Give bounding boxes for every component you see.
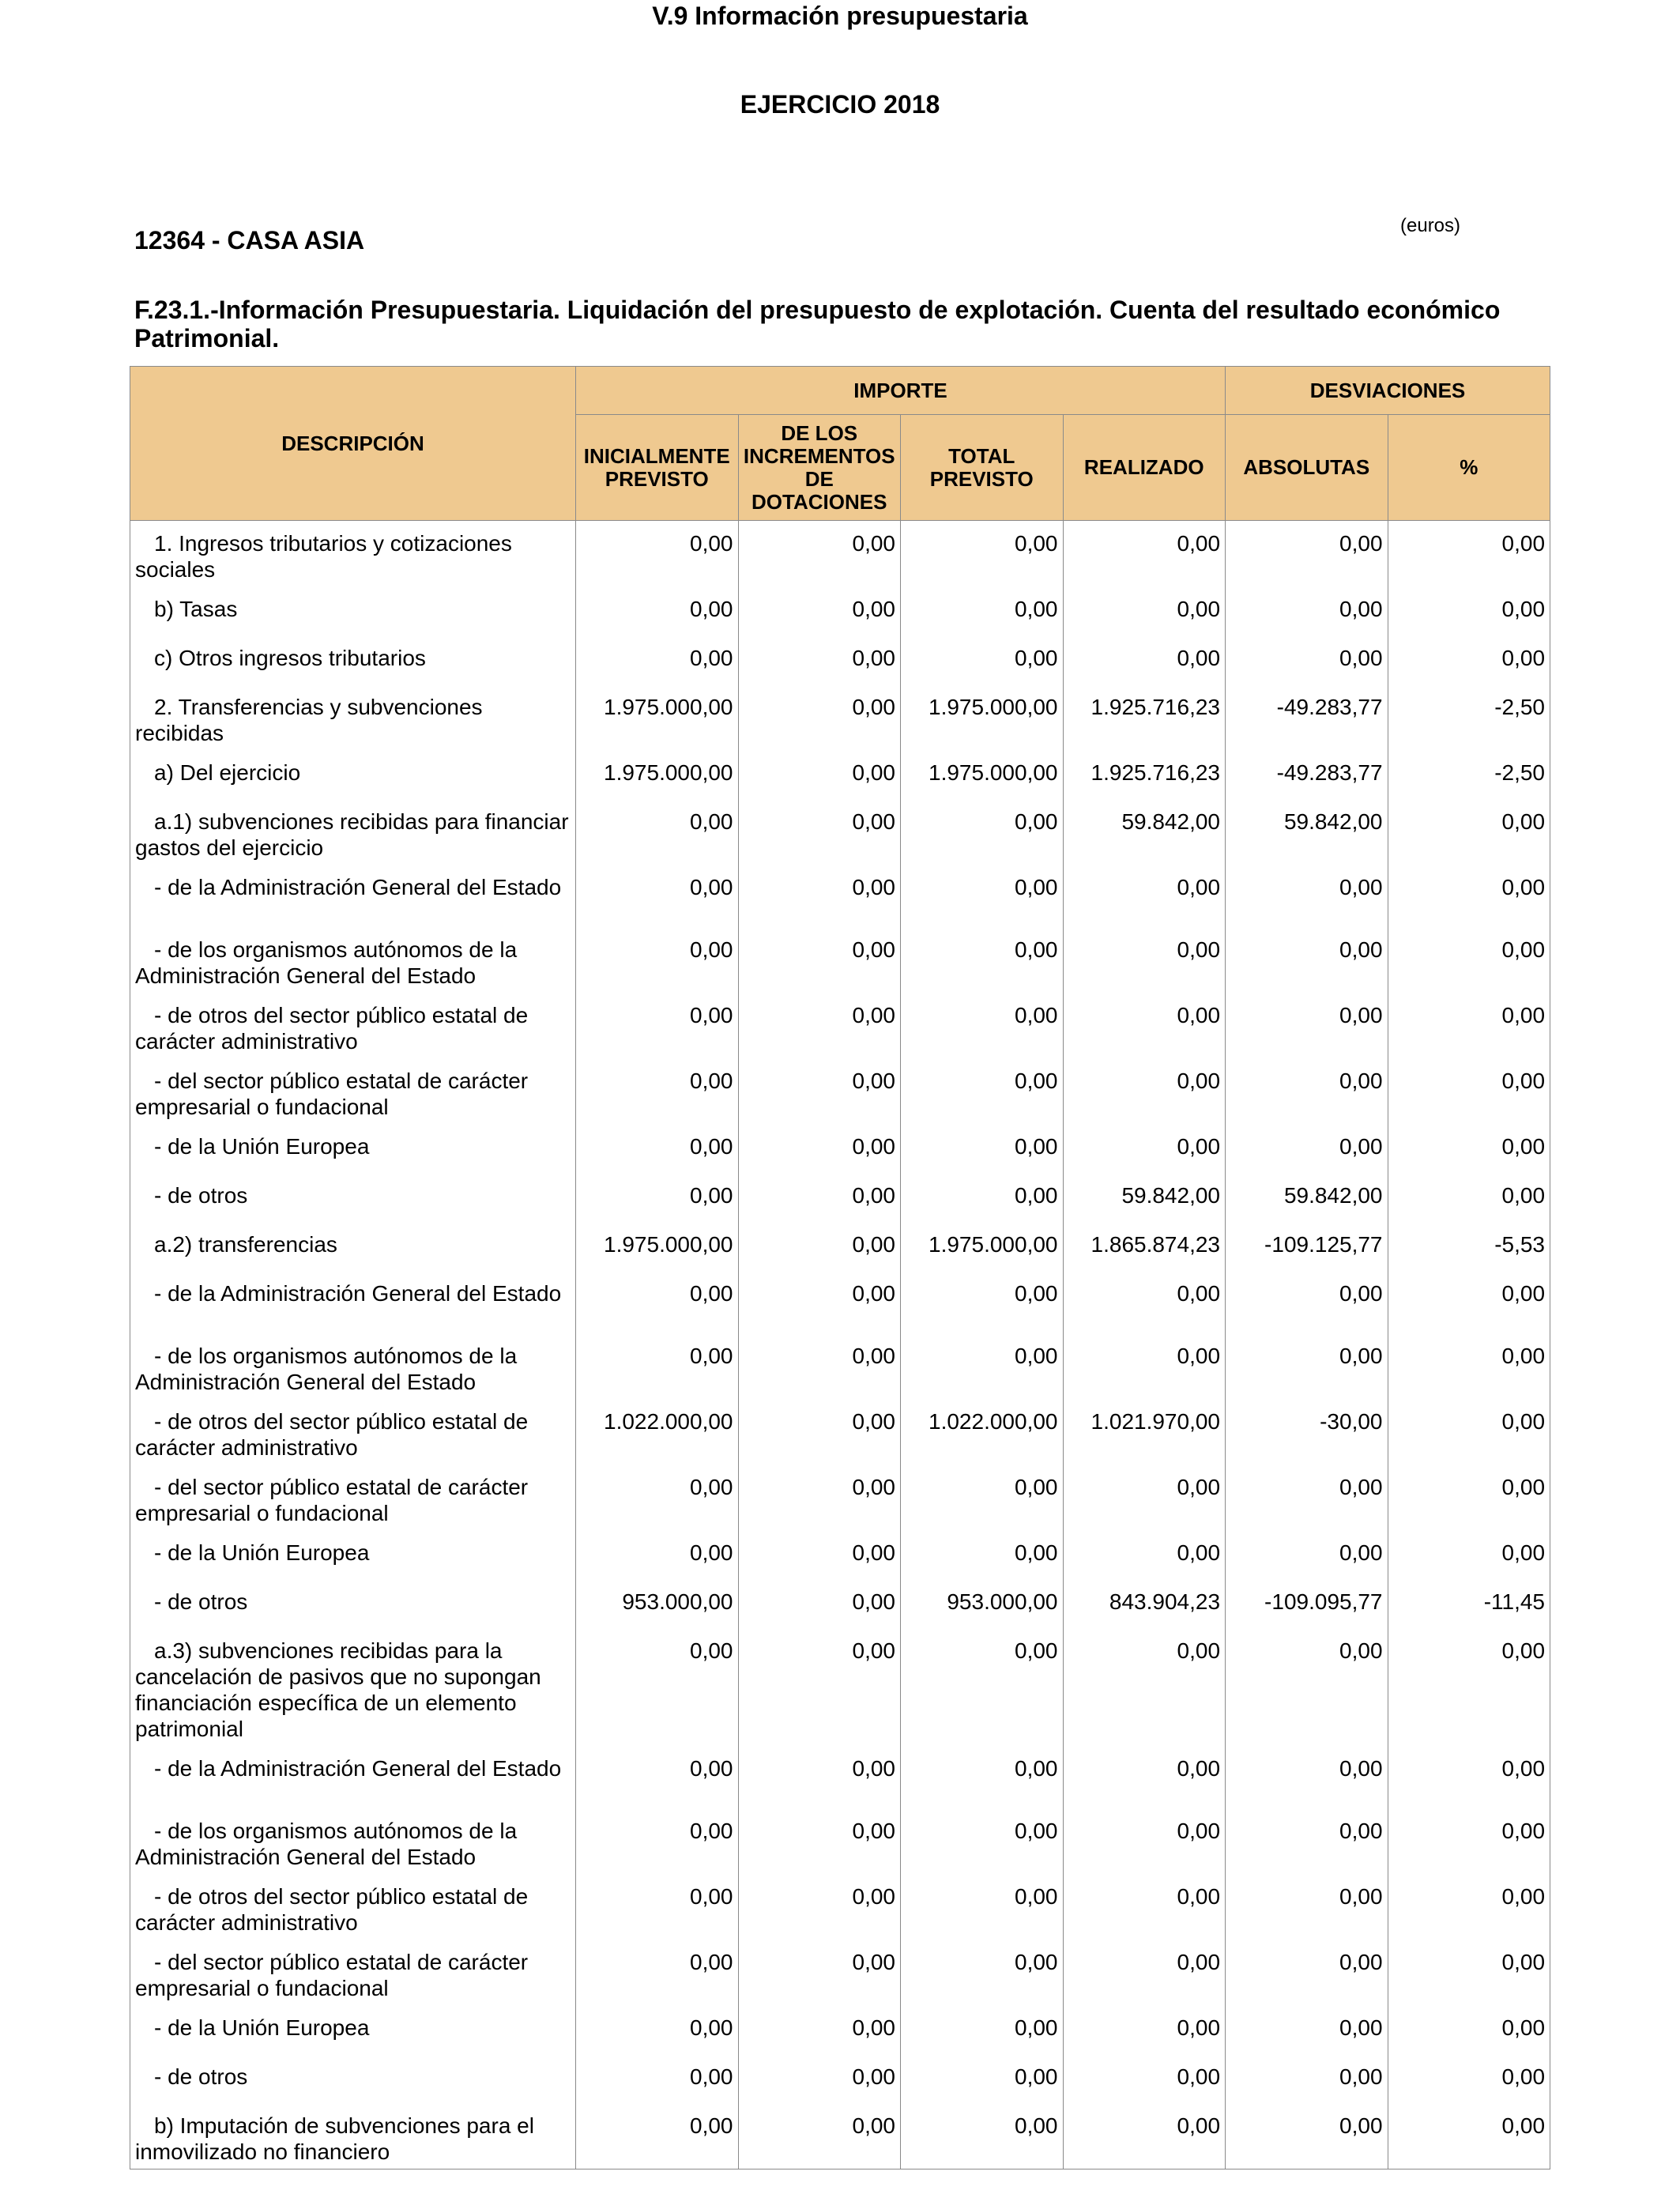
row-description-continuation: Administración General del Estado — [135, 1370, 477, 1394]
cell-incrementos: 0,00 — [738, 1222, 901, 1271]
row-description-continuation: empresarial o fundacional — [135, 1095, 389, 1119]
cell-total-previsto: 1.022.000,00 — [901, 1399, 1064, 1465]
cell-absolutas: 0,00 — [1226, 865, 1388, 927]
row-description-lead: 1. Ingresos tributarios y cotizaciones — [154, 531, 512, 556]
cell-porcentaje: 0,00 — [1388, 2054, 1550, 2103]
cell-incrementos: 0,00 — [738, 1333, 901, 1399]
table-row — [130, 1808, 1550, 1874]
cell-realizado: 0,00 — [1063, 1333, 1226, 1399]
table-row — [130, 2103, 1550, 2169]
cell-absolutas: -49.283,77 — [1226, 750, 1388, 799]
table-row — [130, 993, 1550, 1058]
cell-realizado: 0,00 — [1063, 635, 1226, 684]
cell-incrementos: 0,00 — [738, 1530, 901, 1579]
cell-inicialmente-previsto: 953.000,00 — [576, 1579, 739, 1628]
row-description — [130, 1530, 576, 1579]
cell-realizado: 0,00 — [1063, 1058, 1226, 1124]
row-description-continuation: empresarial o fundacional — [135, 1501, 389, 1525]
cell-porcentaje: -2,50 — [1388, 750, 1550, 799]
cell-inicialmente-previsto: 0,00 — [576, 1530, 739, 1579]
cell-incrementos: 0,00 — [738, 1808, 901, 1874]
row-description-lead: 2. Transferencias y subvenciones — [154, 695, 483, 719]
cell-porcentaje: 0,00 — [1388, 1173, 1550, 1222]
table-row — [130, 1628, 1550, 1746]
cell-porcentaje: 0,00 — [1388, 1124, 1550, 1173]
row-description-continuation: empresarial o fundacional — [135, 1976, 389, 2000]
row-description — [130, 750, 576, 799]
cell-porcentaje: 0,00 — [1388, 927, 1550, 993]
cell-realizado: 1.925.716,23 — [1063, 684, 1226, 750]
cell-realizado: 0,00 — [1063, 1808, 1226, 1874]
table-row — [130, 1124, 1550, 1173]
cell-inicialmente-previsto: 1.022.000,00 — [576, 1399, 739, 1465]
row-description — [130, 1124, 576, 1173]
table-row — [130, 1333, 1550, 1399]
row-description-lead: a.3) subvenciones recibidas para la — [154, 1638, 503, 1663]
cell-inicialmente-previsto: 0,00 — [576, 1271, 739, 1333]
cell-inicialmente-previsto: 0,00 — [576, 1465, 739, 1530]
table-row — [130, 635, 1550, 684]
row-description-lead: - de otros del sector público estatal de — [154, 1884, 529, 1909]
cell-absolutas: 0,00 — [1226, 927, 1388, 993]
row-description-continuation: Administración General del Estado — [135, 1845, 477, 1869]
table-row — [130, 1173, 1550, 1222]
cell-absolutas: 0,00 — [1226, 2054, 1388, 2103]
row-description-lead: - de otros — [154, 1183, 248, 1208]
cell-realizado: 0,00 — [1063, 1746, 1226, 1808]
cell-total-previsto: 1.975.000,00 — [901, 750, 1064, 799]
row-description-lead: - de la Administración General del — [154, 875, 487, 899]
cell-incrementos: 0,00 — [738, 1874, 901, 1940]
row-description-lead: b) Imputación de subvenciones para el — [154, 2113, 534, 2138]
table-row — [130, 1399, 1550, 1465]
header-incrementos-dotaciones: DE LOS INCREMENTOS DE DOTACIONES — [738, 415, 901, 521]
cell-incrementos: 0,00 — [738, 750, 901, 799]
row-description-continuation: Estado — [492, 875, 562, 899]
cell-total-previsto: 0,00 — [901, 586, 1064, 635]
row-description — [130, 2054, 576, 2103]
row-description-lead: c) Otros ingresos tributarios — [154, 646, 426, 670]
row-description-lead: - de la Administración General del — [154, 1281, 487, 1306]
row-description — [130, 1940, 576, 2005]
cell-realizado: 0,00 — [1063, 1271, 1226, 1333]
row-description — [130, 1874, 576, 1940]
cell-inicialmente-previsto: 0,00 — [576, 927, 739, 993]
cell-total-previsto: 0,00 — [901, 1173, 1064, 1222]
cell-realizado: 0,00 — [1063, 586, 1226, 635]
table-row — [130, 1058, 1550, 1124]
table-row — [130, 1579, 1550, 1628]
cell-inicialmente-previsto: 0,00 — [576, 993, 739, 1058]
cell-realizado: 0,00 — [1063, 1530, 1226, 1579]
row-description-lead: - de la Unión Europea — [154, 1540, 370, 1565]
cell-total-previsto: 0,00 — [901, 1940, 1064, 2005]
row-description — [130, 1222, 576, 1271]
cell-inicialmente-previsto: 0,00 — [576, 2005, 739, 2054]
cell-realizado: 843.904,23 — [1063, 1579, 1226, 1628]
row-description-lead: - de otros del sector público estatal de — [154, 1409, 529, 1434]
cell-absolutas: 0,00 — [1226, 586, 1388, 635]
currency-units: (euros) — [1400, 215, 1461, 236]
row-description — [130, 2103, 576, 2169]
cell-total-previsto: 0,00 — [901, 2054, 1064, 2103]
cell-realizado: 0,00 — [1063, 2054, 1226, 2103]
row-description — [130, 635, 576, 684]
cell-inicialmente-previsto: 0,00 — [576, 1940, 739, 2005]
row-description — [130, 1058, 576, 1124]
cell-realizado: 1.865.874,23 — [1063, 1222, 1226, 1271]
cell-porcentaje: 0,00 — [1388, 1465, 1550, 1530]
cell-porcentaje: 0,00 — [1388, 1058, 1550, 1124]
cell-total-previsto: 0,00 — [901, 1058, 1064, 1124]
row-description-lead: - del sector público estatal de carácter — [154, 1475, 529, 1499]
cell-incrementos: 0,00 — [738, 799, 901, 865]
header-total-previsto: TOTAL PREVISTO — [901, 415, 1064, 521]
row-description-continuation: Administración General del Estado — [135, 963, 477, 988]
table-row — [130, 1222, 1550, 1271]
row-description-lead: a) Del ejercicio — [154, 760, 301, 785]
cell-incrementos: 0,00 — [738, 927, 901, 993]
cell-absolutas: 0,00 — [1226, 1333, 1388, 1399]
table-row — [130, 586, 1550, 635]
cell-total-previsto: 1.975.000,00 — [901, 1222, 1064, 1271]
table-row — [130, 521, 1550, 587]
cell-realizado: 0,00 — [1063, 865, 1226, 927]
cell-porcentaje: 0,00 — [1388, 1940, 1550, 2005]
header-realizado: REALIZADO — [1063, 415, 1226, 521]
cell-incrementos: 0,00 — [738, 2054, 901, 2103]
cell-realizado: 0,00 — [1063, 1628, 1226, 1746]
cell-absolutas: 0,00 — [1226, 1628, 1388, 1746]
cell-total-previsto: 0,00 — [901, 1530, 1064, 1579]
table-row — [130, 865, 1550, 927]
row-description-continuation: carácter administrativo — [135, 1910, 358, 1935]
row-description-lead: - de la Unión Europea — [154, 1134, 370, 1159]
table-row — [130, 1530, 1550, 1579]
row-description-lead: - de la Unión Europea — [154, 2015, 370, 2040]
row-description-lead: a.1) subvenciones recibidas para — [154, 809, 479, 834]
cell-realizado: 0,00 — [1063, 1940, 1226, 2005]
cell-inicialmente-previsto: 0,00 — [576, 1874, 739, 1940]
header-absolutas: ABSOLUTAS — [1226, 415, 1388, 521]
cell-incrementos: 0,00 — [738, 993, 901, 1058]
cell-incrementos: 0,00 — [738, 1124, 901, 1173]
row-description — [130, 927, 576, 993]
row-description-continuation: Estado — [492, 1281, 562, 1306]
cell-absolutas: 59.842,00 — [1226, 799, 1388, 865]
table-row — [130, 799, 1550, 865]
cell-inicialmente-previsto: 0,00 — [576, 799, 739, 865]
table-row — [130, 2054, 1550, 2103]
table-row — [130, 2005, 1550, 2054]
header-descripcion: DESCRIPCIÓN — [130, 367, 576, 521]
cell-absolutas: -49.283,77 — [1226, 684, 1388, 750]
row-description — [130, 1808, 576, 1874]
cell-total-previsto: 0,00 — [901, 1333, 1064, 1399]
cell-inicialmente-previsto: 1.975.000,00 — [576, 1222, 739, 1271]
row-description-lead: - de otros del sector público estatal de — [154, 1003, 529, 1027]
cell-realizado: 1.925.716,23 — [1063, 750, 1226, 799]
row-description — [130, 1628, 576, 1746]
cell-absolutas: 0,00 — [1226, 1124, 1388, 1173]
header-inicialmente-previsto: INICIALMENTE PREVISTO — [576, 415, 739, 521]
cell-absolutas: -109.095,77 — [1226, 1579, 1388, 1628]
cell-absolutas: 0,00 — [1226, 635, 1388, 684]
row-description-continuation: financiar gastos del ejercicio — [135, 809, 569, 860]
cell-total-previsto: 0,00 — [901, 635, 1064, 684]
table-row — [130, 750, 1550, 799]
row-description — [130, 1333, 576, 1399]
row-description-continuation: sociales — [135, 557, 216, 582]
row-description-lead: a.2) transferencias — [154, 1232, 337, 1257]
row-description-continuation: Estado — [492, 1756, 562, 1781]
cell-absolutas: -109.125,77 — [1226, 1222, 1388, 1271]
row-description — [130, 799, 576, 865]
row-description — [130, 1271, 576, 1333]
row-description-continuation: recibidas — [135, 721, 224, 745]
row-description — [130, 2005, 576, 2054]
header-porcentaje: % — [1388, 415, 1550, 521]
cell-total-previsto: 0,00 — [901, 1808, 1064, 1874]
cell-incrementos: 0,00 — [738, 635, 901, 684]
cell-porcentaje: 0,00 — [1388, 1874, 1550, 1940]
cell-porcentaje: 0,00 — [1388, 1746, 1550, 1808]
row-description-lead: - del sector público estatal de carácter — [154, 1950, 529, 1974]
row-description-continuation: carácter administrativo — [135, 1435, 358, 1460]
cell-porcentaje: 0,00 — [1388, 1333, 1550, 1399]
table-row — [130, 1271, 1550, 1333]
cell-incrementos: 0,00 — [738, 1271, 901, 1333]
table-row — [130, 684, 1550, 750]
row-description-continuation: cancelación de pasivos que no supongan financiación específica de un elemento patrimonial — [135, 1664, 541, 1741]
row-description-lead: - de los organismos autónomos de la — [154, 1344, 518, 1368]
page-title: V.9 Información presupuestaria — [652, 2, 1028, 30]
cell-absolutas: 0,00 — [1226, 1874, 1388, 1940]
cell-inicialmente-previsto: 0,00 — [576, 865, 739, 927]
cell-incrementos: 0,00 — [738, 1628, 901, 1746]
row-description-lead: - de otros — [154, 2064, 248, 2089]
table-row — [130, 927, 1550, 993]
row-description — [130, 993, 576, 1058]
cell-total-previsto: 0,00 — [901, 993, 1064, 1058]
cell-total-previsto: 0,00 — [901, 2005, 1064, 2054]
cell-inicialmente-previsto: 0,00 — [576, 1173, 739, 1222]
cell-porcentaje: 0,00 — [1388, 865, 1550, 927]
row-description-continuation: inmovilizado no financiero — [135, 2139, 390, 2164]
cell-absolutas: 0,00 — [1226, 521, 1388, 587]
cell-incrementos: 0,00 — [738, 1465, 901, 1530]
budget-table-body — [130, 521, 1550, 2169]
fiscal-year-title: EJERCICIO 2018 — [740, 90, 940, 119]
cell-realizado: 0,00 — [1063, 1465, 1226, 1530]
cell-realizado: 1.021.970,00 — [1063, 1399, 1226, 1465]
cell-total-previsto: 0,00 — [901, 1874, 1064, 1940]
cell-incrementos: 0,00 — [738, 586, 901, 635]
cell-realizado: 59.842,00 — [1063, 799, 1226, 865]
cell-total-previsto: 0,00 — [901, 865, 1064, 927]
cell-incrementos: 0,00 — [738, 1173, 901, 1222]
cell-inicialmente-previsto: 0,00 — [576, 2054, 739, 2103]
row-description — [130, 1579, 576, 1628]
cell-inicialmente-previsto: 1.975.000,00 — [576, 684, 739, 750]
cell-inicialmente-previsto: 0,00 — [576, 521, 739, 587]
cell-total-previsto: 953.000,00 — [901, 1579, 1064, 1628]
cell-porcentaje: -2,50 — [1388, 684, 1550, 750]
cell-realizado: 59.842,00 — [1063, 1173, 1226, 1222]
cell-total-previsto: 0,00 — [901, 1746, 1064, 1808]
cell-porcentaje: 0,00 — [1388, 799, 1550, 865]
cell-absolutas: 0,00 — [1226, 1271, 1388, 1333]
cell-total-previsto: 0,00 — [901, 1124, 1064, 1173]
cell-total-previsto: 0,00 — [901, 521, 1064, 587]
row-description-lead: - de otros — [154, 1589, 248, 1614]
row-description — [130, 1399, 576, 1465]
cell-incrementos: 0,00 — [738, 1940, 901, 2005]
table-row — [130, 1940, 1550, 2005]
cell-total-previsto: 0,00 — [901, 2103, 1064, 2169]
cell-realizado: 0,00 — [1063, 993, 1226, 1058]
entity-name: 12364 - CASA ASIA — [134, 226, 365, 254]
row-description-lead: - de los organismos autónomos de la — [154, 1819, 518, 1843]
cell-absolutas: 0,00 — [1226, 2005, 1388, 2054]
cell-absolutas: 0,00 — [1226, 1465, 1388, 1530]
cell-porcentaje: 0,00 — [1388, 1399, 1550, 1465]
cell-absolutas: 0,00 — [1226, 1530, 1388, 1579]
cell-realizado: 0,00 — [1063, 2005, 1226, 2054]
cell-porcentaje: -5,53 — [1388, 1222, 1550, 1271]
cell-incrementos: 0,00 — [738, 865, 901, 927]
cell-realizado: 0,00 — [1063, 1874, 1226, 1940]
cell-absolutas: 0,00 — [1226, 1058, 1388, 1124]
cell-absolutas: 0,00 — [1226, 993, 1388, 1058]
cell-realizado: 0,00 — [1063, 927, 1226, 993]
cell-total-previsto: 0,00 — [901, 927, 1064, 993]
cell-total-previsto: 0,00 — [901, 1465, 1064, 1530]
row-description — [130, 1746, 576, 1808]
cell-inicialmente-previsto: 0,00 — [576, 635, 739, 684]
cell-incrementos: 0,00 — [738, 684, 901, 750]
cell-inicialmente-previsto: 0,00 — [576, 1124, 739, 1173]
cell-total-previsto: 0,00 — [901, 799, 1064, 865]
row-description — [130, 586, 576, 635]
cell-porcentaje: -11,45 — [1388, 1579, 1550, 1628]
cell-porcentaje: 0,00 — [1388, 1628, 1550, 1746]
cell-realizado: 0,00 — [1063, 2103, 1226, 2169]
cell-porcentaje: 0,00 — [1388, 586, 1550, 635]
cell-incrementos: 0,00 — [738, 521, 901, 587]
row-description — [130, 1173, 576, 1222]
cell-inicialmente-previsto: 0,00 — [576, 586, 739, 635]
cell-inicialmente-previsto: 0,00 — [576, 1628, 739, 1746]
cell-total-previsto: 0,00 — [901, 1271, 1064, 1333]
table-row — [130, 1465, 1550, 1530]
cell-incrementos: 0,00 — [738, 1399, 901, 1465]
cell-realizado: 0,00 — [1063, 1124, 1226, 1173]
row-description-lead: b) Tasas — [154, 597, 238, 621]
cell-porcentaje: 0,00 — [1388, 521, 1550, 587]
table-row — [130, 1874, 1550, 1940]
cell-realizado: 0,00 — [1063, 521, 1226, 587]
row-description-lead: - del sector público estatal de carácter — [154, 1069, 529, 1093]
row-description-continuation: carácter administrativo — [135, 1029, 358, 1054]
cell-absolutas: 59.842,00 — [1226, 1173, 1388, 1222]
cell-incrementos: 0,00 — [738, 1579, 901, 1628]
cell-absolutas: -30,00 — [1226, 1399, 1388, 1465]
cell-total-previsto: 0,00 — [901, 1628, 1064, 1746]
cell-total-previsto: 1.975.000,00 — [901, 684, 1064, 750]
cell-porcentaje: 0,00 — [1388, 2005, 1550, 2054]
row-description — [130, 684, 576, 750]
cell-inicialmente-previsto: 0,00 — [576, 1333, 739, 1399]
cell-inicialmente-previsto: 0,00 — [576, 1808, 739, 1874]
cell-porcentaje: 0,00 — [1388, 1530, 1550, 1579]
cell-porcentaje: 0,00 — [1388, 993, 1550, 1058]
row-description — [130, 865, 576, 927]
cell-absolutas: 0,00 — [1226, 1808, 1388, 1874]
cell-incrementos: 0,00 — [738, 2005, 901, 2054]
header-importe: IMPORTE — [576, 367, 1226, 415]
cell-inicialmente-previsto: 0,00 — [576, 1746, 739, 1808]
row-description — [130, 1465, 576, 1530]
cell-porcentaje: 0,00 — [1388, 1271, 1550, 1333]
cell-inicialmente-previsto: 0,00 — [576, 1058, 739, 1124]
cell-incrementos: 0,00 — [738, 1746, 901, 1808]
budget-table — [130, 366, 1550, 2169]
cell-porcentaje: 0,00 — [1388, 1808, 1550, 1874]
cell-inicialmente-previsto: 0,00 — [576, 2103, 739, 2169]
cell-porcentaje: 0,00 — [1388, 635, 1550, 684]
section-title: F.23.1.-Información Presupuestaria. Liquidación del presupuesto de explotación. Cuenta del resultado económico Patrimonial. — [134, 296, 1501, 352]
table-row — [130, 1746, 1550, 1808]
cell-absolutas: 0,00 — [1226, 1746, 1388, 1808]
cell-porcentaje: 0,00 — [1388, 2103, 1550, 2169]
header-desviaciones: DESVIACIONES — [1226, 367, 1550, 415]
row-description — [130, 521, 576, 587]
cell-incrementos: 0,00 — [738, 2103, 901, 2169]
row-description-lead: - de la Administración General del — [154, 1756, 487, 1781]
cell-inicialmente-previsto: 1.975.000,00 — [576, 750, 739, 799]
cell-incrementos: 0,00 — [738, 1058, 901, 1124]
row-description-lead: - de los organismos autónomos de la — [154, 937, 518, 962]
cell-absolutas: 0,00 — [1226, 2103, 1388, 2169]
cell-absolutas: 0,00 — [1226, 1940, 1388, 2005]
